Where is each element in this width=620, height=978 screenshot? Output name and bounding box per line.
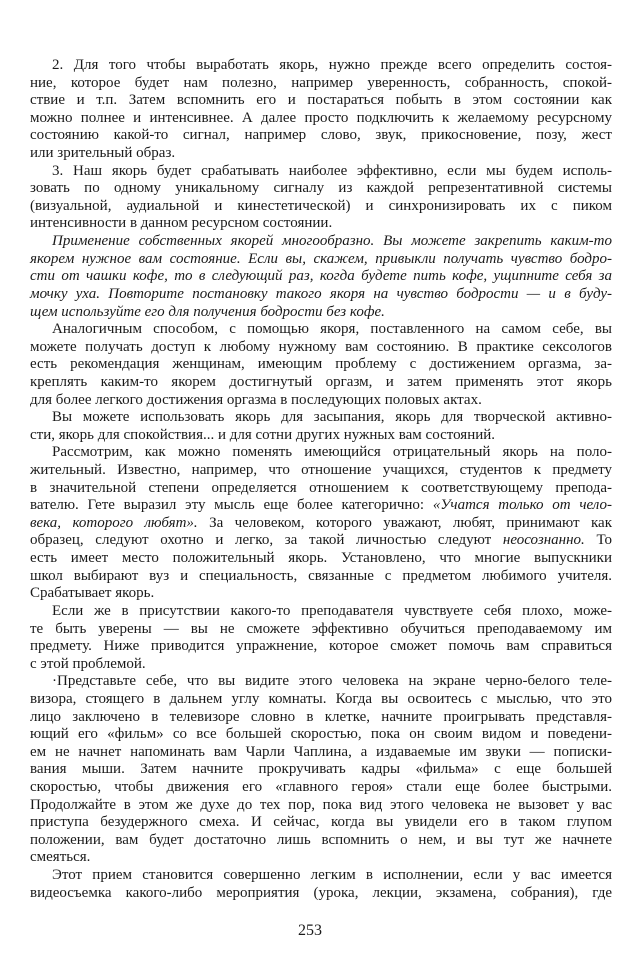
text-segment: или зрительный образ. [30,145,176,162]
text-line [30,145,612,163]
italic-text-segment: якорем нужное вам состояние. Если вы, скажем, привыкли получать чувство бодро- [30,250,612,267]
text-segment: состоянию какой-то сигнал, например слово, звук, прикосновение, позу, жест [30,127,612,144]
text-segment: те быть уверены — вы не сможете эффективно обучиться преподаваемому им [30,620,612,637]
text-segment: можно полнее и интенсивнее. А далее просто подключить к желаемому ресурсному [30,109,612,126]
text-line [30,392,612,410]
text-line [30,709,612,727]
page-body-text [30,57,612,902]
text-line [30,110,612,128]
text-segment: лицо заключено в телевизоре словно в клетке, начните проигрывать представля- [30,708,612,725]
text-segment: (визуальной, аудиальной и кинестетической) и синхронизировать их с пиком [30,197,612,214]
text-segment: ющий его «фильм» со все большей скоростью, пока он своим видом и поведени- [30,726,612,743]
text-segment: приступа безудержного смеха. И сейчас, когда вы увидели его в таком глупом [30,814,612,831]
text-line [30,268,612,286]
text-segment: в значительной степени определяется отношением к соответствующему препода- [30,479,612,496]
text-line [30,57,612,75]
text-line [30,550,612,568]
text-line [30,127,612,145]
text-segment: вания мыши. Затем начните прокручивать кадры «фильма» с еще большей [30,761,612,778]
text-segment: скоростью, чтобы движения его «главного героя» стали еще более быстрыми. [30,778,612,795]
italic-text-segment: мочку уха. Повторите постановку такого якоря на чувство бодрости — и в буду- [30,285,612,302]
text-segment: предмету. Ниже приводится упражнение, которое сможет помочь вам справиться [30,638,612,655]
text-line [30,163,612,181]
text-segment: Срабатывает якорь. [30,585,155,602]
text-segment: То [584,532,612,549]
text-line [30,251,612,269]
text-line [30,233,612,251]
text-line [30,585,612,603]
text-line [30,638,612,656]
text-line [30,215,612,233]
text-segment: есть рекомендация женщинам, имеющим проблему с достижением оргазма, за- [30,356,612,373]
italic-text-segment: «Учатся только от чело- [432,497,612,514]
text-line [30,656,612,674]
text-segment: ·Представьте себе, что вы видите этого человека на экране черно-белого теле- [52,673,612,690]
text-segment: Аналогичным способом, с помощью якоря, поставленного на самом себе, вы [52,321,612,338]
text-segment: сти, якорь для спокойствия... и для сотни других нужных вам состояний. [30,426,496,443]
text-line [30,849,612,867]
text-line [30,832,612,850]
text-segment: 3. Наш якорь будет срабатывать наиболее эффективно, если мы будем исполь- [52,162,612,179]
text-segment: Вы можете использовать якорь для засыпания, якорь для творческой активно- [52,409,612,426]
text-segment: 2. Для того чтобы выработать якорь, нужно прежде всего определить состоя- [52,57,612,73]
text-segment: видеосъемка какого-либо мероприятия (урока, лекции, экзамена, собрания), где [30,884,612,901]
italic-text-segment: сти от чашки кофе, то в следующий раз, когда будете пить кофе, ущипните себя за [30,268,612,285]
text-line [30,867,612,885]
text-line [30,339,612,357]
text-segment: для более легкого достижения оргазма в последующих половых актах. [30,391,482,408]
text-line [30,814,612,832]
text-line [30,92,612,110]
text-line [30,744,612,762]
text-segment: с этой проблемой. [30,655,146,672]
text-segment: Продолжайте в этом же духе до тех пор, пока вид этого человека не вызовет у вас [30,796,612,813]
text-line [30,885,612,903]
text-segment: положении, вам будет достаточно лишь вспомнить о нем, и вы тут же начнете [30,831,612,848]
page-number: 253 [298,922,322,939]
text-line [30,286,612,304]
text-line [30,515,612,533]
text-line [30,532,612,550]
italic-text-segment: века, которого любят». [30,514,198,531]
text-segment: Если же в присутствии какого-то преподавателя чувствуете себя плохо, може- [52,602,612,619]
text-segment: школ выбирают вуз и специальность, связанные с предметом любимого учителя. [30,567,612,584]
text-line [30,603,612,621]
text-segment: жительный. Известно, например, что отношение учащихся, студентов к предмету [30,462,612,479]
italic-text-segment: Применение собственных якорей многообразно. Вы можете закрепить каким-то [52,233,612,250]
text-segment: ние, которое будет нам полезно, например уверенность, собранность, спокой- [30,74,612,91]
text-line [30,691,612,709]
text-segment: Рассмотрим, как можно поменять имеющийся отрицательный якорь на поло- [52,444,612,461]
text-segment: За человеком, которого уважают, любят, принимают как [197,514,612,531]
text-line [30,673,612,691]
text-line [30,480,612,498]
text-line [30,621,612,639]
text-line [30,427,612,445]
text-segment: есть имеет место положительный якорь. Установлено, что многие выпускники [30,550,612,567]
text-line [30,180,612,198]
text-segment: зовать по одному уникальному сигналу из каждой репрезентативной системы [30,180,612,197]
text-line [30,75,612,93]
text-line [30,497,612,515]
text-segment: интенсивности в данном ресурсном состоянии. [30,215,333,232]
text-segment: вателю. Гете выразил эту мысль еще более категорично: [30,497,433,514]
text-segment: Этот прием становится совершенно легким в исполнении, если у вас имеется [52,867,612,884]
text-line [30,374,612,392]
text-segment: образец, следуют охотно и легко, за такой личностью следуют [30,532,503,549]
text-line [30,409,612,427]
text-segment: ствие и т.п. Затем вспомнить его и постараться побыть в этом состоянии как [30,92,612,109]
text-line [30,797,612,815]
text-line [30,198,612,216]
text-segment: смеяться. [30,849,91,866]
text-segment: креплять каким-то якорем достигнутый оргазм, и затем применять этот якорь [30,373,612,390]
text-line [30,726,612,744]
text-segment: визора, стоящего в дальнем углу комнаты. Когда вы освоитесь с мыслью, что это [30,690,612,707]
text-segment: можете получать доступ к любому нужному вам состоянию. В практике сексологов [30,338,612,355]
text-line [30,568,612,586]
text-line [30,462,612,480]
text-line [30,444,612,462]
text-line [30,761,612,779]
text-line [30,356,612,374]
text-line [30,304,612,322]
italic-text-segment: щем используйте его для получения бодрости без кофе. [30,303,385,320]
italic-text-segment: неосознанно. [502,532,585,549]
text-segment: ем не начнет напоминать вам Чарли Чаплина, а издаваемые им звуки — пописки- [30,743,612,760]
text-line [30,779,612,797]
text-line [30,321,612,339]
